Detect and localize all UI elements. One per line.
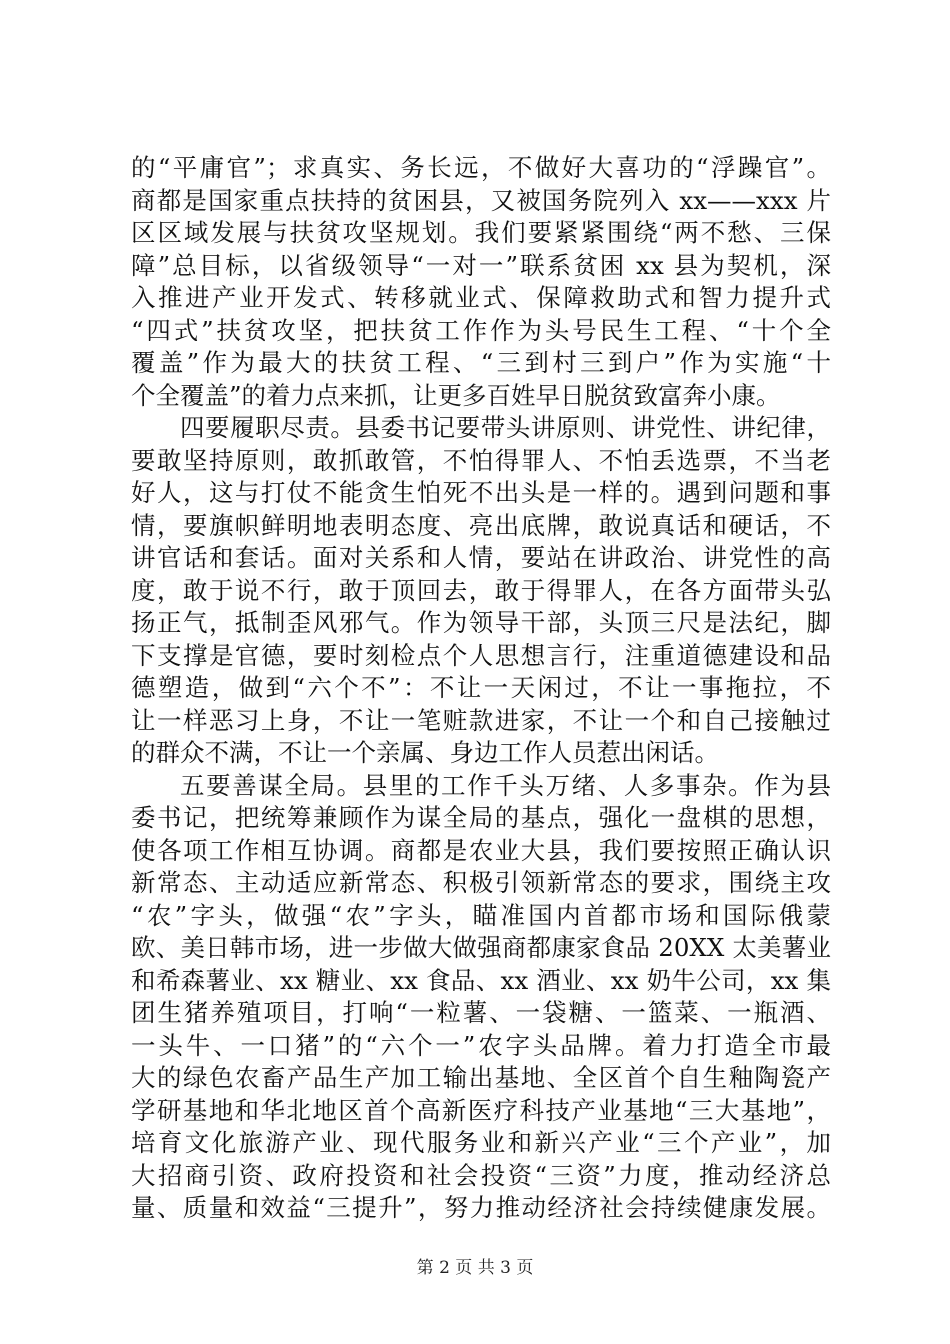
text-line: 扬正气，抵制歪风邪气。作为领导干部，头顶三尺是法纪，脚 [131, 608, 831, 637]
text-line: 下支撑是官德，要时刻检点个人思想言行，注重道德建设和品 [131, 640, 831, 670]
text-line: 一头牛、一口猪”的“六个一”农字头品牌。着力打造全市最 [131, 1030, 831, 1060]
paragraph-start-line: 五要善谋全局。县里的工作千头万绪、人多事杂。作为县 [180, 770, 831, 800]
text-line: 培育文化旅游产业、现代服务业和新兴产业“三个产业”，加 [131, 1128, 831, 1157]
text-line: 好人，这与打仗不能贪生怕死不出头是一样的。遇到问题和事 [131, 478, 831, 507]
body-text [131, 152, 831, 1225]
text-line: 商都是国家重点扶持的贫困县，又被国务院列入 xx——xxx 片 [131, 185, 831, 215]
text-line: 团生猪养殖项目，打响“一粒薯、一袋糖、一篮菜、一瓶酒、 [131, 998, 831, 1027]
text-line: 德塑造，做到“六个不”：不让一天闲过，不让一事拖拉，不 [131, 673, 831, 702]
text-line: 覆盖”作为最大的扶贫工程、“三到村三到户”作为实施“十 [131, 348, 831, 377]
text-line: 个全覆盖”的着力点来抓，让更多百姓早日脱贫致富奔小康。 [131, 380, 781, 410]
text-line: 的“平庸官”；求真实、务长远，不做好大喜功的“浮躁官”。 [131, 153, 831, 182]
text-line: 委书记，把统筹兼顾作为谋全局的基点，强化一盘棋的思想， [131, 803, 831, 832]
text-line: 使各项工作相互协调。商都是农业大县，我们要按照正确认识 [131, 835, 831, 865]
text-line: 讲官话和套话。面对关系和人情，要站在讲政治、讲党性的高 [131, 543, 831, 572]
text-line: 欧、美日韩市场，进一步做大做强商都康家食品 20XX 太美薯业 [131, 933, 831, 962]
text-line: 度，敢于说不行，敢于顶回去，敢于得罪人，在各方面带头弘 [131, 575, 831, 605]
text-line: 入推进产业开发式、转移就业式、保障救助式和智力提升式 [131, 283, 831, 312]
text-line: 新常态、主动适应新常态、积极引领新常态的要求，围绕主攻 [131, 868, 831, 897]
text-line: 情，要旗帜鲜明地表明态度、亮出底牌，敢说真话和硬话，不 [131, 510, 831, 540]
text-line: 和希森薯业、xx 糖业、xx 食品、xx 酒业、xx 奶牛公司，xx 集 [131, 965, 831, 995]
text-line: 要敢坚持原则，敢抓敢管，不怕得罪人、不怕丢选票，不当老 [131, 445, 831, 475]
text-line: 大的绿色农畜产品生产加工输出基地、全区首个自生釉陶瓷产 [131, 1063, 831, 1092]
text-line: “农”字头，做强“农”字头，瞄准国内首都市场和国际俄蒙 [131, 900, 831, 930]
text-line: “四式”扶贫攻坚，把扶贫工作作为头号民生工程、“十个全 [131, 315, 831, 345]
text-line: 让一样恶习上身，不让一笔赃款进家，不让一个和自己接触过 [131, 705, 831, 735]
text-line: 学研基地和华北地区首个高新医疗科技产业基地“三大基地”， [131, 1095, 831, 1125]
text-line: 量、质量和效益“三提升”，努力推动经济社会持续健康发展。 [131, 1193, 831, 1222]
text-line: 区区域发展与扶贫攻坚规划。我们要紧紧围绕“两不愁、三保 [131, 218, 831, 247]
text-line: 的群众不满，不让一个亲属、身边工作人员惹出闲话。 [131, 738, 719, 767]
paragraph-start-line: 四要履职尽责。县委书记要带头讲原则、讲党性、讲纪律， [180, 413, 831, 442]
page-number-footer: 第 2 页 共 3 页 [416, 1258, 534, 1278]
text-line: 障”总目标，以省级领导“一对一”联系贫困 xx 县为契机，深 [131, 250, 831, 280]
text-line: 大招商引资、政府投资和社会投资“三资”力度，推动经济总 [131, 1160, 831, 1190]
